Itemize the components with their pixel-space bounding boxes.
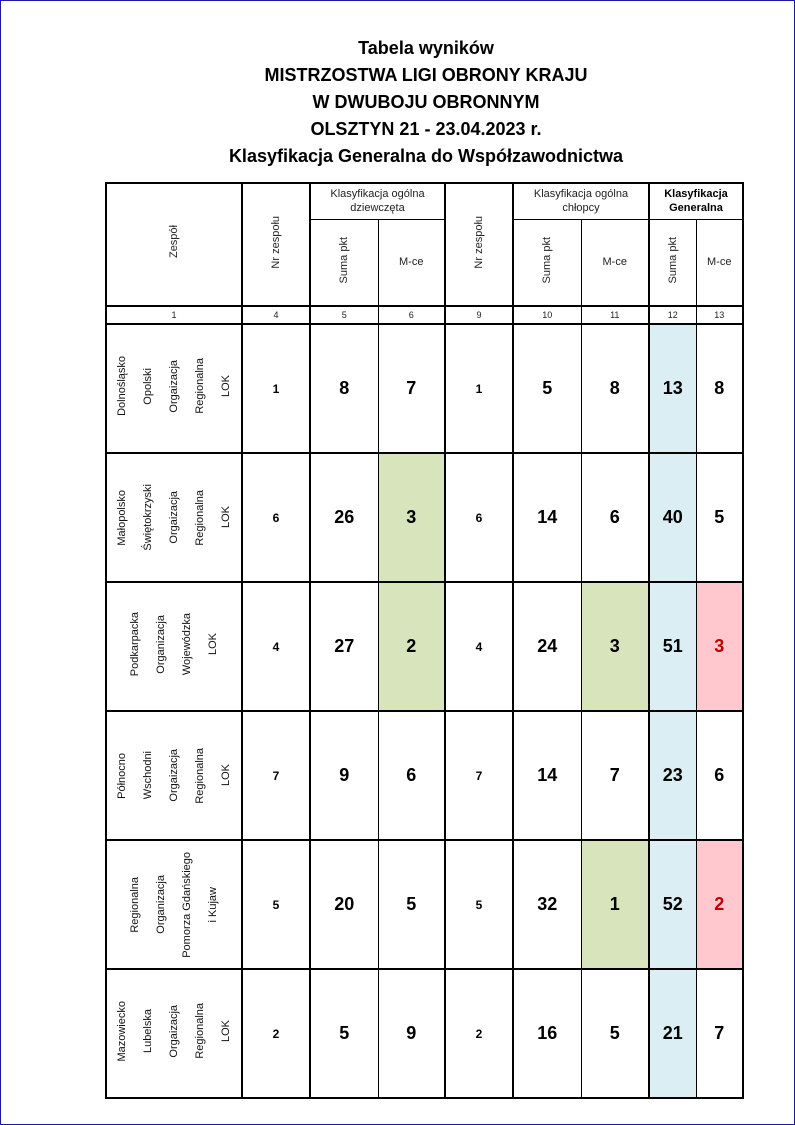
- title-line-1: Tabela wyników: [358, 38, 494, 58]
- boys-points: 32: [513, 840, 581, 969]
- title-line-4: OLSZTYN 21 - 23.04.2023 r.: [310, 119, 542, 139]
- girls-team-number: 6: [242, 453, 310, 582]
- boys-points: 5: [513, 324, 581, 453]
- team-name-line: Orgaizacja: [168, 359, 180, 413]
- header-gen-place: M-ce: [696, 219, 743, 306]
- title-line-5: Klasyfikacja Generalna do Współzawodnictwa: [228, 146, 624, 166]
- general-points: 23: [649, 711, 696, 840]
- boys-place: 7: [581, 711, 649, 840]
- boys-points: 14: [513, 711, 581, 840]
- table-row: [106, 840, 743, 969]
- team-name-line: Regionalna: [194, 747, 206, 804]
- table-row: [106, 582, 743, 711]
- team-name-line: Małopolsko: [116, 489, 128, 546]
- team-name-line: Wschodni: [142, 751, 154, 800]
- table-row: [106, 453, 743, 582]
- team-name-line: Dolnośląsko: [116, 356, 128, 416]
- team-name-line: Świętokrzyski: [142, 484, 154, 551]
- header-nr-boys-label: Nr zespołu: [473, 215, 485, 269]
- team-name-line: Organizacja: [155, 614, 167, 674]
- team-name-line: Opolski: [142, 367, 154, 405]
- col-index-13: 13: [696, 306, 743, 324]
- boys-place: 5: [581, 969, 649, 1098]
- boys-team-number: 6: [445, 453, 513, 582]
- general-place: 7: [696, 969, 743, 1098]
- girls-points: 20: [310, 840, 378, 969]
- team-name-line: LOK: [220, 374, 232, 397]
- team-name-line: LOK: [207, 632, 219, 655]
- team-name-cell: [106, 582, 242, 711]
- title-block: [1, 35, 795, 170]
- girls-place: 6: [378, 711, 445, 840]
- general-place: 8: [696, 324, 743, 453]
- header-team: [106, 183, 242, 306]
- title-line-2: MISTRZOSTWA LIGI OBRONY KRAJU: [264, 65, 588, 85]
- team-name-line: Regionalna: [194, 1003, 206, 1059]
- general-points: 13: [649, 324, 696, 453]
- team-name: [114, 1001, 234, 1062]
- team-name-cell: [106, 453, 242, 582]
- team-name-line: Orgaizacja: [168, 1004, 180, 1058]
- team-name-line: Podkarpacka: [129, 611, 141, 677]
- boys-points: 14: [513, 453, 581, 582]
- team-name-line: i Kujaw: [207, 886, 219, 923]
- table-row: [106, 969, 743, 1098]
- boys-place: 8: [581, 324, 649, 453]
- col-index-5: 5: [310, 306, 378, 324]
- team-name: [114, 484, 234, 551]
- general-place: 2: [696, 840, 743, 969]
- girls-place: 2: [378, 582, 445, 711]
- header-nr-boys: [445, 183, 513, 306]
- girls-team-number: 4: [242, 582, 310, 711]
- team-name-line: Organizacja: [155, 875, 167, 934]
- header-gen-sum: [649, 219, 696, 306]
- general-place: 5: [696, 453, 743, 582]
- team-name: [127, 852, 221, 958]
- boys-team-number: 2: [445, 969, 513, 1098]
- team-name-line: Lubelska: [142, 1008, 154, 1054]
- team-name-cell: [106, 324, 242, 453]
- general-points: 51: [649, 582, 696, 711]
- table-row: [106, 324, 743, 453]
- team-name-cell: [106, 969, 242, 1098]
- header-girls-sum-label: Suma pkt: [338, 236, 351, 283]
- general-points: 40: [649, 453, 696, 582]
- team-name-line: Północno: [116, 752, 128, 799]
- girls-team-number: 1: [242, 324, 310, 453]
- header-girls-sum: [310, 219, 378, 306]
- header-girls-group: Klasyfikacja ogólna dziewczęta: [310, 183, 445, 219]
- boys-team-number: 1: [445, 324, 513, 453]
- boys-team-number: 4: [445, 582, 513, 711]
- girls-points: 9: [310, 711, 378, 840]
- girls-place: 5: [378, 840, 445, 969]
- header-girls-place: M-ce: [378, 219, 445, 306]
- general-place: 6: [696, 711, 743, 840]
- boys-points: 16: [513, 969, 581, 1098]
- team-name-line: Orgaizacja: [168, 491, 180, 544]
- general-place: 3: [696, 582, 743, 711]
- girls-place: 9: [378, 969, 445, 1098]
- boys-team-number: 7: [445, 711, 513, 840]
- team-name-cell: [106, 840, 242, 969]
- team-name-line: Regionalna: [194, 358, 206, 414]
- team-name: [114, 356, 234, 416]
- boys-place: 3: [581, 582, 649, 711]
- header-gen-sum-label: Suma pkt: [666, 236, 679, 283]
- title-line-3: W DWUBOJU OBRONNYM: [312, 92, 540, 112]
- girls-place: 7: [378, 324, 445, 453]
- team-name-cell: [106, 711, 242, 840]
- col-index-9: 9: [445, 306, 513, 324]
- girls-points: 8: [310, 324, 378, 453]
- team-name-line: LOK: [220, 764, 232, 787]
- col-index-10: 10: [513, 306, 581, 324]
- team-name: [114, 748, 234, 804]
- team-name-line: LOK: [220, 1019, 232, 1042]
- girls-points: 26: [310, 453, 378, 582]
- col-index-12: 12: [649, 306, 696, 324]
- general-points: 52: [649, 840, 696, 969]
- team-name: [127, 612, 221, 676]
- boys-team-number: 5: [445, 840, 513, 969]
- header-team-label: Zespół: [168, 225, 180, 259]
- team-name-line: Pomorza Gdańskiego: [181, 851, 193, 958]
- table-row: [106, 711, 743, 840]
- results-table: [105, 182, 744, 1099]
- col-index-4: 4: [242, 306, 310, 324]
- boys-points: 24: [513, 582, 581, 711]
- boys-place: 1: [581, 840, 649, 969]
- header-nr-girls: [242, 183, 310, 306]
- team-name-line: LOK: [220, 506, 232, 529]
- team-name-line: Mazowiecko: [116, 1000, 128, 1062]
- header-boys-group: Klasyfikacja ogólna chłopcy: [513, 183, 649, 219]
- header-nr-girls-label: Nr zespołu: [270, 215, 282, 269]
- team-name-line: Regionalna: [129, 876, 141, 933]
- girls-team-number: 5: [242, 840, 310, 969]
- girls-team-number: 2: [242, 969, 310, 1098]
- general-points: 21: [649, 969, 696, 1098]
- girls-points: 5: [310, 969, 378, 1098]
- girls-place: 3: [378, 453, 445, 582]
- header-general-group: Klasyfikacja Generalna: [649, 183, 743, 219]
- header-boys-sum: [513, 219, 581, 306]
- team-name-line: Regionalna: [194, 489, 206, 546]
- boys-place: 6: [581, 453, 649, 582]
- col-index-1: 1: [106, 306, 242, 324]
- team-name-line: Orgaizacja: [168, 749, 180, 802]
- col-index-6: 6: [378, 306, 445, 324]
- col-index-11: 11: [581, 306, 649, 324]
- team-name-line: Wojewódzka: [181, 612, 193, 676]
- results-rows: [106, 324, 743, 1098]
- header-boys-sum-label: Suma pkt: [541, 236, 554, 283]
- girls-team-number: 7: [242, 711, 310, 840]
- girls-points: 27: [310, 582, 378, 711]
- header-boys-place: M-ce: [581, 219, 649, 306]
